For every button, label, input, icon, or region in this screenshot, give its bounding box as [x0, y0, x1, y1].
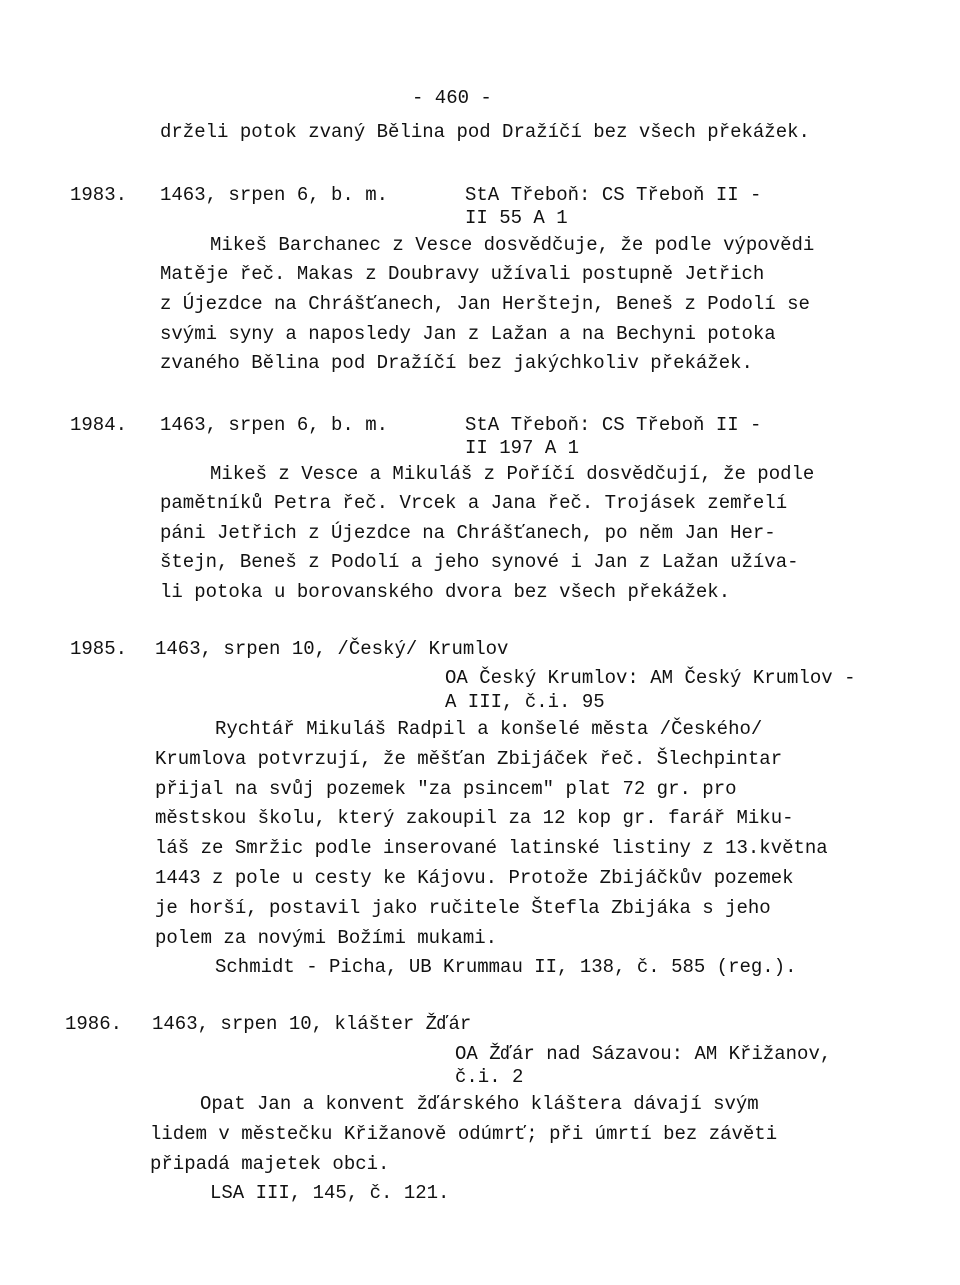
entry-text-line: zvaného Bělina pod Dražíčí bez jakýchkoliv překážek. — [160, 352, 753, 374]
entry-text-line: Opat Jan a konvent žďárského kláštera dávají svým — [200, 1093, 759, 1115]
entry-text-line: z Újezdce na Chrášťanech, Jan Herštejn, Beneš z Podolí se — [160, 293, 810, 315]
entry-text-line: páni Jetřich z Újezdce na Chrášťanech, po něm Jan Her- — [160, 522, 776, 544]
entry-reference: Schmidt - Picha, UB Krummau II, 138, č. 585 (reg.). — [215, 956, 797, 978]
entry-text-line: štejn, Beneš z Podolí a jeho synové i Jan z Lažan užíva- — [160, 551, 799, 573]
entry-text-line: připadá majetek obci. — [150, 1153, 390, 1175]
entry-source: II 197 A 1 — [465, 437, 580, 459]
entry-source: II 55 A 1 — [465, 207, 568, 229]
entry-text-line: Mikeš z Vesce a Mikuláš z Poříčí dosvědčují, že podle — [210, 463, 815, 485]
entry-text-line: lidem v městečku Křižanově odúmrť; při úmrtí bez závěti — [150, 1123, 778, 1145]
entry-text-line: svými syny a naposledy Jan z Lažan a na Bechyni potoka — [160, 323, 776, 345]
page-number: - 460 - — [412, 87, 492, 109]
entry-reference: LSA III, 145, č. 121. — [210, 1182, 450, 1204]
entry-text-line: Matěje řeč. Makas z Doubravy užívali postupně Jetřich — [160, 263, 765, 285]
entry-text-line: Rychtář Mikuláš Radpil a konšelé města /Českého/ — [215, 718, 763, 740]
entry-source: č.i. 2 — [455, 1066, 524, 1088]
entry-number: 1983. — [70, 184, 128, 206]
entry-text-line: přijal na svůj pozemek "za psincem" plat 72 gr. pro — [155, 778, 737, 800]
entry-text-line: polem za novými Božími mukami. — [155, 927, 498, 949]
entry-source: OA Žďár nad Sázavou: AM Křižanov, — [455, 1043, 832, 1065]
entry-source: OA Český Krumlov: AM Český Krumlov - — [445, 667, 856, 689]
entry-number: 1986. — [65, 1013, 123, 1035]
entry-source: StA Třeboň: CS Třeboň II - — [465, 414, 762, 436]
entry-number: 1985. — [70, 638, 128, 660]
entry-text-line: li potoka u borovanského dvora bez všech překážek. — [160, 581, 731, 603]
entry-text-line: městskou školu, který zakoupil za 12 kop gr. farář Miku- — [155, 807, 794, 829]
entry-text-line: Krumlova potvrzují, že měšťan Zbijáček řeč. Šlechpintar — [155, 748, 783, 770]
entry-date: 1463, srpen 6, b. m. — [160, 414, 389, 436]
entry-text-line: láš ze Smržic podle inserované latinské listiny z 13.května — [155, 837, 828, 859]
continuation-line: drželi potok zvaný Bělina pod Dražíčí bez všech překážek. — [160, 121, 810, 143]
entry-text-line: pamětníků Petra řeč. Vrcek a Jana řeč. Trojásek zemřelí — [160, 492, 788, 514]
entry-source: A III, č.i. 95 — [445, 691, 605, 713]
entry-text-line: 1443 z pole u cesty ke Kájovu. Protože Zbijáčkův pozemek — [155, 867, 794, 889]
entry-number: 1984. — [70, 414, 128, 436]
entry-date: 1463, srpen 10, klášter Žďár — [152, 1013, 472, 1035]
entry-text-line: Mikeš Barchanec z Vesce dosvědčuje, že podle výpovědi — [210, 234, 815, 256]
entry-source: StA Třeboň: CS Třeboň II - — [465, 184, 762, 206]
entry-text-line: je horší, postavil jako ručitele Štefla Zbijáka s jeho — [155, 897, 771, 919]
entry-date: 1463, srpen 10, /Český/ Krumlov — [155, 638, 509, 660]
entry-date: 1463, srpen 6, b. m. — [160, 184, 389, 206]
